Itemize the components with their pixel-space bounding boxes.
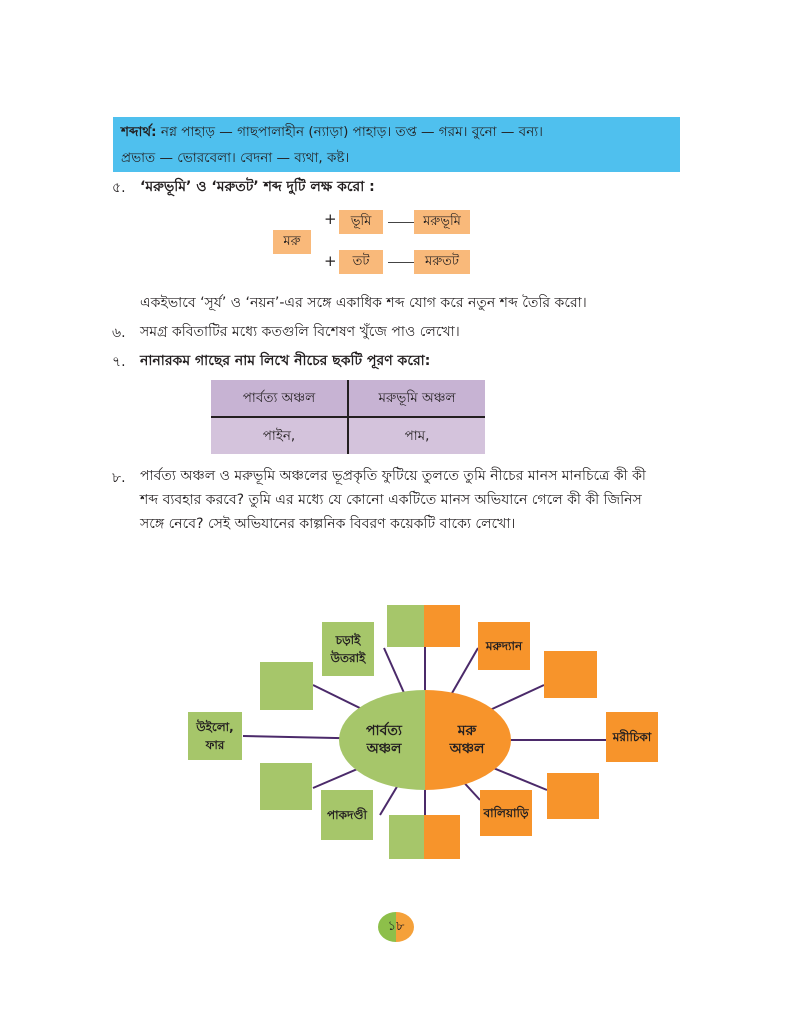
- header-hill: পার্বত্য অঞ্চল: [211, 380, 348, 417]
- center-desert-line-2: অঞ্চল: [449, 741, 485, 757]
- cell-hill: পাইন,: [211, 417, 348, 454]
- q7-text: নানারকম গাছের নাম লিখে নীচের ছকটি পূরণ করো:: [140, 353, 431, 369]
- plus-sign-1: +: [324, 210, 337, 228]
- header-desert: মরুভূমি অঞ্চল: [348, 380, 485, 417]
- empty-box-bottom-orange: [424, 815, 460, 859]
- plus-sign-2: +: [324, 252, 337, 270]
- empty-box-bottom-green: [389, 815, 424, 859]
- page-number: ১৮: [378, 912, 414, 942]
- result-box-2: মরুতট: [414, 250, 470, 274]
- q6-text: সমগ্র কবিতাটির মধ্যে কতগুলি বিশেষণ খুঁজে পাও লেখো।: [140, 324, 460, 340]
- center-hill-label: [345, 712, 423, 768]
- q8-number: ৮.: [112, 470, 126, 486]
- q5-text: ‘মরুভূমি’ ও ‘মরুতট’ শব্দ দুটি লক্ষ করো :: [140, 179, 375, 195]
- empty-box-orange-upper-right: [544, 651, 597, 698]
- empty-box-green-lower-left: [260, 763, 312, 810]
- q8-line-2: শব্দ ব্যবহার করবে? তুমি এর মধ্যে যে কোনো একটিতে মানস অভিযানে গেলে কী কী জিনিস: [140, 492, 642, 508]
- q6-number: ৬.: [112, 325, 126, 341]
- center-desert-label: [428, 712, 506, 768]
- root-word-box: মরু: [273, 230, 311, 254]
- empty-box-top-orange: [424, 605, 460, 647]
- box-ups-downs: [322, 622, 374, 676]
- q5-number: ৫.: [112, 180, 126, 196]
- center-hill-line-2: অঞ্চল: [366, 741, 402, 757]
- empty-box-green-upper-left: [260, 662, 313, 710]
- box-willow-line-1: উইলো,: [196, 720, 234, 734]
- q8-line-3: সঙ্গে নেবে? সেই অভিযানের কাল্পনিক বিবরণ কয়েকটি বাক্যে লেখো।: [140, 516, 516, 532]
- q7-number: ৭.: [112, 354, 126, 370]
- box-ups-downs-line-1: চড়াই: [335, 633, 361, 647]
- box-willow-line-2: ফার: [205, 738, 225, 752]
- glossary-line-1: নগ্ন পাহাড় — গাছপালাহীন (ন্যাড়া) পাহাড়। তপ্ত — গরম। বুনো — বন্য।: [156, 124, 543, 140]
- box-oasis: মরুদ্যান: [478, 622, 530, 670]
- box-mirage: মরীচিকা: [606, 712, 658, 762]
- box-willow-fir: [188, 712, 242, 760]
- box-dune: বালিয়াড়ি: [480, 790, 532, 836]
- q5-instruction: একইভাবে ‘সূর্য’ ও ‘নয়ন’-এর সঙ্গে একাধিক শব্দ যোগ করে নতুন শব্দ তৈরি করো।: [140, 295, 587, 311]
- center-desert-line-1: মরু: [457, 723, 477, 739]
- empty-box-top-green: [387, 605, 424, 647]
- box-hill-path: পাকদণ্ডী: [321, 790, 373, 840]
- box-ups-downs-line-2: উতরাই: [330, 651, 366, 665]
- glossary-label: শব্দার্থ:: [121, 124, 157, 140]
- suffix-box-1: ভূমি: [339, 210, 383, 234]
- result-box-1: মরুভূমি: [414, 210, 470, 234]
- center-hill-line-1: পার্বত্য: [366, 723, 402, 739]
- cell-desert: পাম,: [348, 417, 485, 454]
- q8-line-1: পার্বত্য অঞ্চল ও মরুভূমি অঞ্চলের ভূপ্রকৃতি ফুটিয়ে তুলতে তুমি নীচের মানস মানচিত্রে কী কী: [140, 468, 646, 484]
- glossary-line-2: প্রভাত — ভোরবেলা। বেদনা — ব্যথা, কষ্ট।: [121, 150, 350, 166]
- empty-box-orange-lower-right: [547, 773, 599, 819]
- suffix-box-2: তট: [339, 250, 383, 274]
